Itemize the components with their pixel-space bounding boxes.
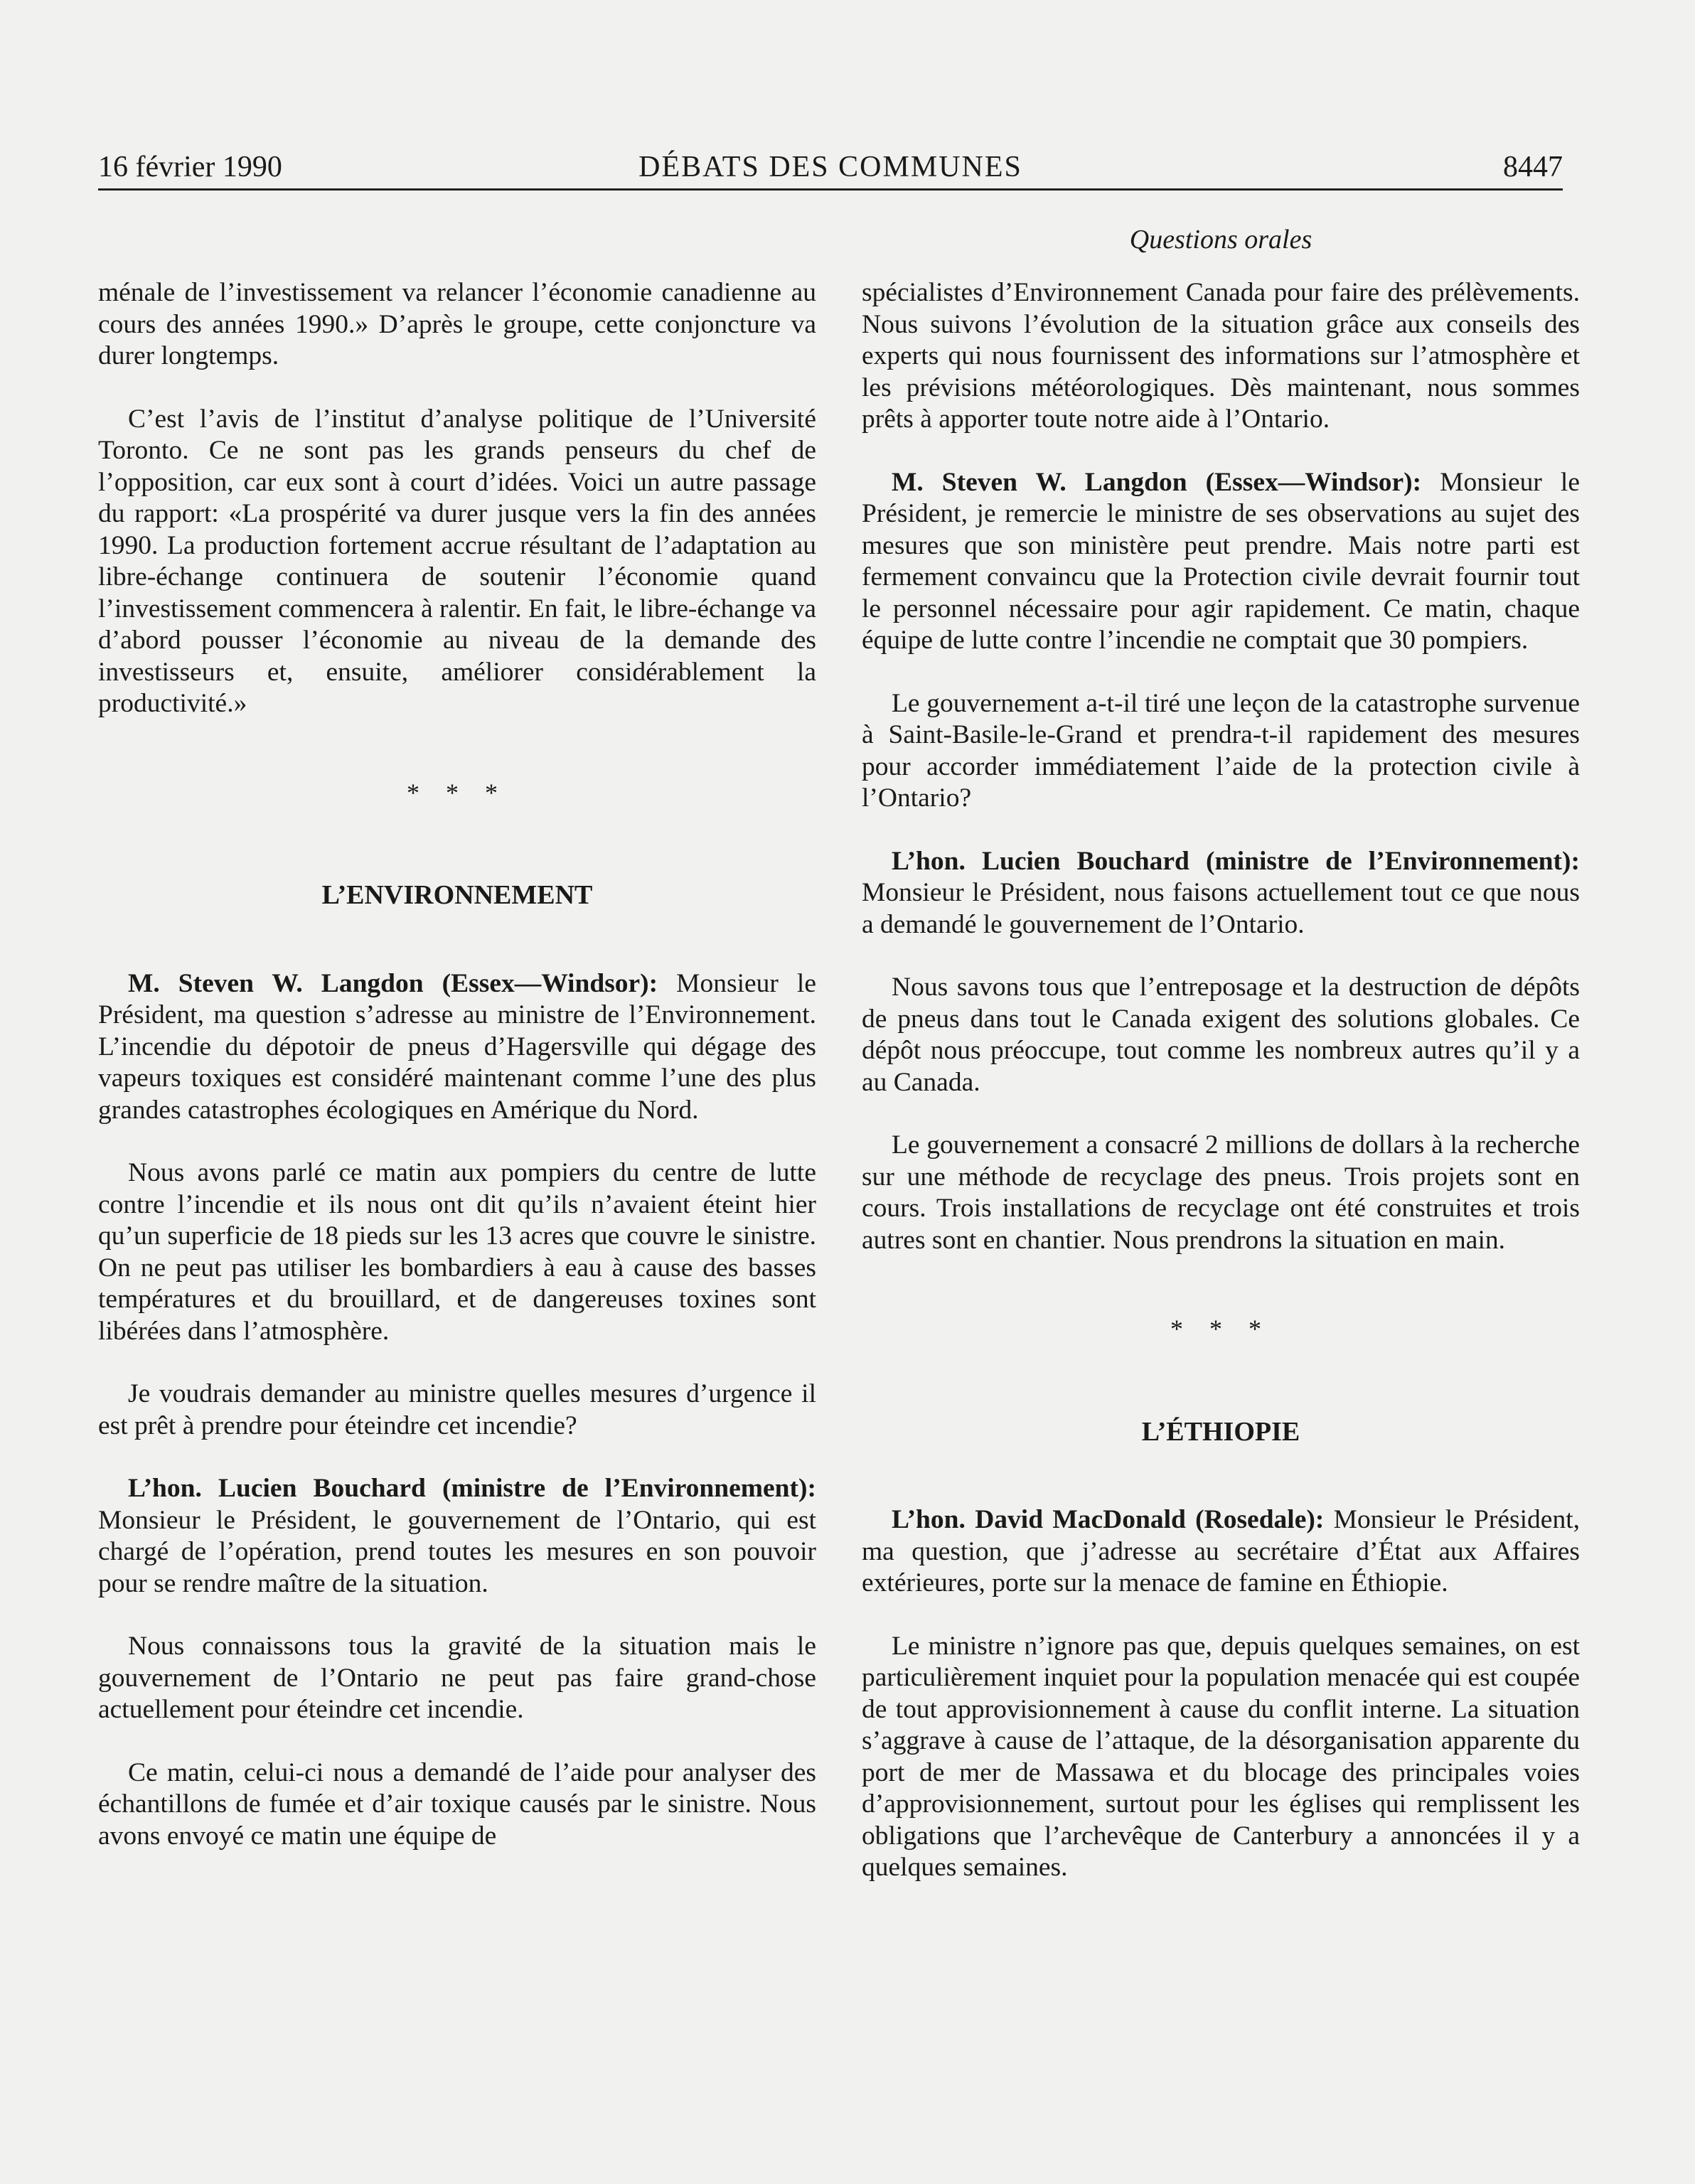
section-heading: L’ÉTHIOPIE (1141, 1416, 1300, 1447)
right-column (862, 277, 1580, 1915)
speaker-name: L’hon. Lucien Bouchard (ministre de l’Environnement): (892, 846, 1580, 876)
paragraph: Le gouvernement a consacré 2 millions de dollars à la recherche sur une méthode de recyclage des pneus. Trois projets sont en cours. Trois installations de recyclage ont été construites et trois autres sont en chantier. Nous prendrons la situation en main. (862, 1130, 1580, 1255)
speech-text: Monsieur le Président, nous faisons actuellement tout ce que nous a demandé le gouvernement de l’Ontario. (862, 878, 1580, 939)
page-number: 8447 (1503, 151, 1563, 183)
paragraph (98, 968, 816, 1127)
paragraph (862, 1504, 1580, 1600)
header-rule (98, 188, 1563, 191)
paragraph: ménale de l’investissement va relancer l’économie canadienne au cours des années 1990.» D’après le groupe, cette conjoncture va durer longtemps. (98, 278, 816, 370)
paragraph: spécialistes d’Environnement Canada pour faire des prélèvements. Nous suivons l’évolution de la situation grâce aux conseils des experts qui nous fournissent des informations sur l’atmosphère et les prévisions météorologiques. Dès maintenant, nous sommes prêts à apporter toute notre aide à l’Ontario. (862, 278, 1580, 434)
section-heading: L’ENVIRONNEMENT (321, 880, 593, 910)
speaker-name: M. Steven W. Langdon (Essex—Windsor): (892, 467, 1422, 497)
page-header (98, 146, 1563, 188)
speech-text: Monsieur le Président, je remercie le ministre de ses observations au sujet des mesures que son ministère peut prendre. Mais notre parti est fermement convaincu que la Protection civile devrait fournir tout le personnel nécessaire pour agir rapidement. Ce matin, chaque équipe de lutte contre l’incendie ne comptait que 30 pompiers. (862, 467, 1580, 655)
header-title: DÉBATS DES COMMUNES (638, 151, 1022, 183)
speaker-name: L’hon. David MacDonald (Rosedale): (892, 1505, 1325, 1534)
paragraph: Le gouvernement a-t-il tiré une leçon de la catastrophe survenue à Saint-Basile-le-Grand et prendra-t-il rapidement des mesures pour accorder immédiatement l’aide de la protection civile à l’Ontario? (862, 688, 1580, 813)
paragraph: Je voudrais demander au ministre quelles mesures d’urgence il est prêt à prendre pour éteindre cet incendie? (98, 1379, 816, 1440)
section-separator: * * * (1170, 1315, 1271, 1343)
paragraph (862, 846, 1580, 941)
paragraph: Le ministre n’ignore pas que, depuis quelques semaines, on est particulièrement inquiet pour la population menacée qui est coupée de tout approvisionnement à cause du conflit interne. La situation s’aggrave à cause de l’attaque, de la désorganisation apparente du port de mer de Massawa et du blocage des principales voies d’approvisionnement, surtout pour les églises qui remplissent les obligations que l’archevêque de Canterbury a annoncées il y a quelques semaines. (862, 1631, 1580, 1882)
paragraph: Ce matin, celui-ci nous a demandé de l’aide pour analyser des échantillons de fumée et d’air toxique causés par le sinistre. Nous avons envoyé ce matin une équipe de (98, 1757, 816, 1851)
speaker-name: L’hon. Lucien Bouchard (ministre de l’Environnement): (128, 1474, 816, 1503)
header-date: 16 février 1990 (98, 151, 282, 183)
speaker-name: M. Steven W. Langdon (Essex—Windsor): (128, 968, 658, 998)
speech-text: Monsieur le Président, le gouvernement de l’Ontario, qui est chargé de l’opération, prend toutes les mesures en son pouvoir pour se rendre maître de la situation. (98, 1505, 816, 1598)
section-separator: * * * (407, 778, 508, 807)
paragraph: C’est l’avis de l’institut d’analyse politique de l’Université Toronto. Ce ne sont pas les grands penseurs du chef de l’opposition, car eux sont à court d’idées. Voici un autre passage du rapport: «La prospérité va durer jusque vers la fin des années 1990. La production fortement accrue résultant de l’adaptation au libre-échange continuera de soutenir l’économie quand l’investissement commencera à ralentir. En fait, le libre-échange va d’abord pousser l’économie au niveau de la demande des investisseurs et, ensuite, améliorer considérablement la productivité.» (98, 404, 816, 718)
paragraph: Nous connaissons tous la gravité de la situation mais le gouvernement de l’Ontario ne peut pas faire grand-chose actuellement pour éteindre cet incendie. (98, 1632, 816, 1724)
left-column (98, 277, 816, 1883)
running-head: Questions orales (1129, 225, 1312, 255)
paragraph (862, 467, 1580, 657)
speech-text: Monsieur le Président, ma question, que j’adresse au secrétaire d’État aux Affaires extérieures, porte sur la menace de famine en Éthiopie. (862, 1505, 1580, 1597)
paragraph: Nous avons parlé ce matin aux pompiers du centre de lutte contre l’incendie et ils nous ont dit qu’ils n’avaient éteint hier qu’un superficie de 18 pieds sur les 13 acres que couvre le sinistre. On ne peut pas utiliser les bombardiers à eau à cause des basses températures et du brouillard, et de dangereuses toxines sont libérées dans l’atmosphère. (98, 1158, 816, 1346)
paragraph: Nous savons tous que l’entreposage et la destruction de dépôts de pneus dans tout le Canada exigent des solutions globales. Ce dépôt nous préoccupe, tout comme les nombreux autres qu’il y a au Canada. (862, 973, 1580, 1097)
paragraph (98, 1473, 816, 1600)
speech-text: Monsieur le Président, ma question s’adresse au ministre de l’Environnement. L’incendie du dépotoir de pneus d’Hagersville qui dégage des vapeurs toxiques est considéré maintenant comme l’une des plus grandes catastrophes écologiques en Amérique du Nord. (98, 968, 816, 1125)
